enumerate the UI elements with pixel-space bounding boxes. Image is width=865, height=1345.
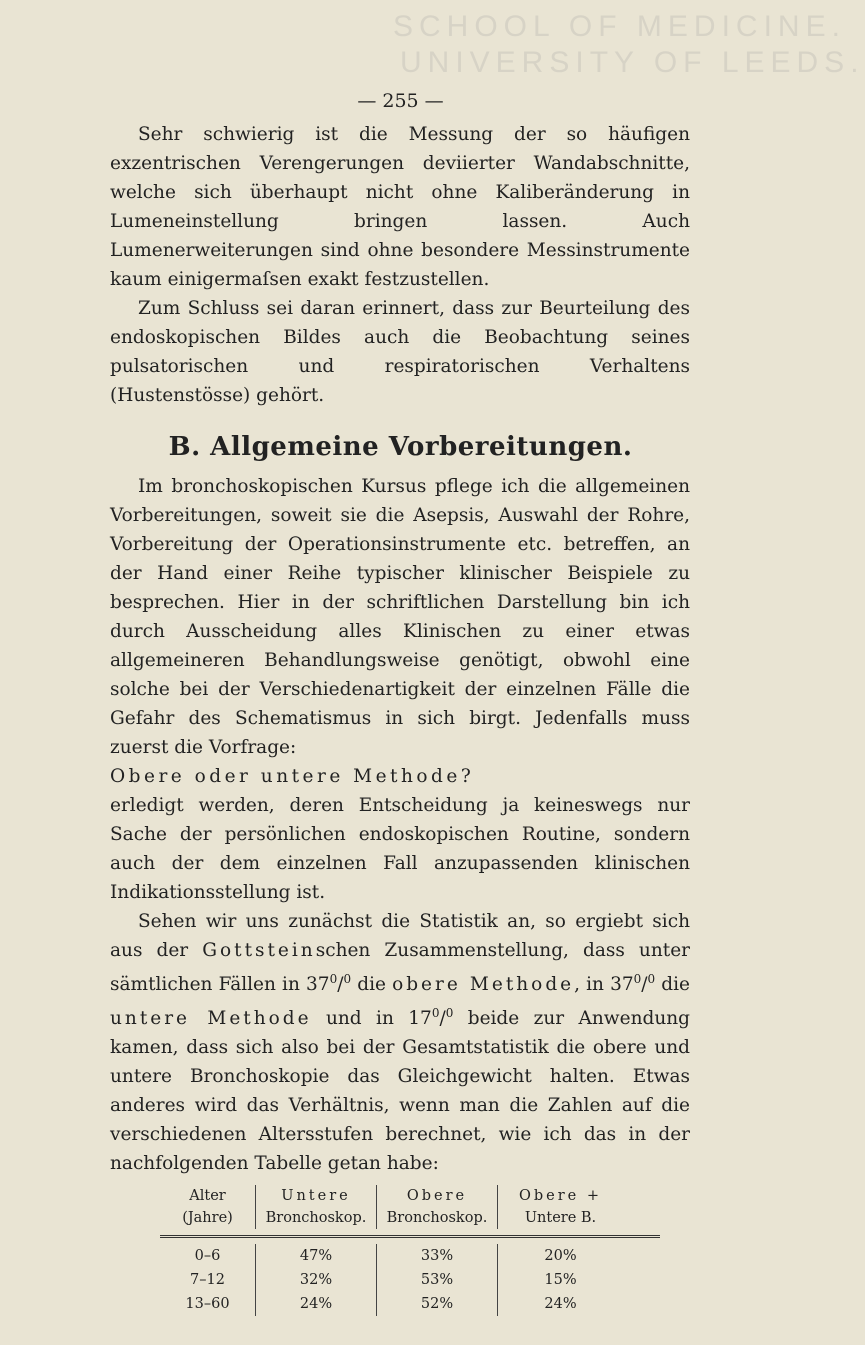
- author-name: Gottstein: [202, 940, 316, 961]
- header-beide: Obere + Untere B.: [518, 1188, 603, 1226]
- table-cell: 20%: [544, 1248, 577, 1264]
- table-cell: 47%: [299, 1248, 333, 1264]
- paragraph-preparations: Im bronchoskopischen Kursus pflege ich die allgemeinen Vorbereitungen, soweit sie die Asepsis, Auswahl der Rohre, Vorbereitung der Operationsinstrumente etc. betreffen, an der Hand einer Reihe typischer klinischer Beispiele zu besprechen. Hier in der schriftlichen Darstellung bin ich durch Ausscheidung alles Klinischen zu einer etwas allgemeineren Behandlungsweise genötigt, obwohl eine solche bei der Verschiedenartigkeit der einzelnen Fälle die Gefahr des Schematismus in sich birgt. Jedenfalls muss zuerst die Vorfrage:: [110, 476, 690, 758]
- obere-methode: obere Methode: [392, 974, 575, 996]
- table-body: [160, 1238, 660, 1316]
- page-number: — 255 —: [357, 90, 444, 112]
- table-cell: 53%: [420, 1272, 454, 1288]
- paragraph-measurement: Sehr schwierig ist die Messung der so häufigen exzentrischen Verengerungen deviierter Wandabschnitte, welche sich überhaupt nicht ohne Kaliberänderung in Lumeneinstellung bringen lassen. Auch Lumenerweiterungen sind ohne besondere Messinstrumente kaum einigermaſsen exakt festzustellen.: [110, 124, 690, 290]
- table-cell: 15%: [544, 1272, 577, 1288]
- column-obere: [377, 1244, 498, 1316]
- library-stamp-line2: UNIVERSITY OF LEEDS.: [400, 46, 865, 79]
- table-cell: 24%: [544, 1296, 577, 1312]
- table-cell: 32%: [299, 1272, 333, 1288]
- table-cell: 24%: [299, 1296, 333, 1312]
- main-text-block: [110, 472, 690, 1178]
- column-untere: [256, 1244, 377, 1316]
- table-cell: 13–60: [185, 1296, 230, 1312]
- table-cell: 52%: [420, 1296, 454, 1312]
- paragraph-statistics: Sehen wir uns zunächst die Statistik an, so ergiebt sich aus der Gottsteinschen Zusammenstellung, dass unter sämtlichen Fällen in $37^0/^0$ die obere Methode, in $37^0/^0$ die untere Methode und in $17^0/^0$ beide zur Anwendung kamen, dass sich also bei der Gesamtstatistik die obere und untere Bronchoskopie das Gleichgewicht halten. Etwas anderes wird das Verhältnis, wenn man die Zahlen auf die verschiedenen Altersstufen berechnet, wie ich das in der nachfolgenden Tabelle getan habe:: [110, 911, 691, 1175]
- untere-methode: untere Methode: [110, 1008, 312, 1030]
- table-cell: 7–12: [190, 1272, 225, 1288]
- paragraph-conclusion: Zum Schluss sei daran erinnert, dass zur Beurteilung des endoskopischen Bildes auch die Beobachtung seines pulsatorischen und respiratorischen Verhaltens (Hustenstösse) gehört.: [110, 298, 690, 406]
- table-cell: 0–6: [194, 1248, 221, 1264]
- header-alter: Alter (Jahre): [160, 1185, 256, 1229]
- age-statistics-table: [160, 1185, 660, 1316]
- question-line: Obere oder untere Methode?: [110, 766, 475, 787]
- column-beide: [498, 1244, 623, 1316]
- table-header: [160, 1185, 660, 1238]
- column-alter: [160, 1244, 256, 1316]
- header-untere: Untere Bronchoskop.: [256, 1185, 377, 1229]
- paragraph-decision: erledigt werden, deren Entscheidung ja keineswegs nur Sache der persönlichen endoskopischen Routine, sondern auch der dem einzelnen Fall anzupassenden klinischen Indikationsstellung ist.: [110, 795, 690, 903]
- header-obere: Obere Bronchoskop.: [377, 1185, 498, 1229]
- section-heading: B. Allgemeine Vorbereitungen.: [168, 432, 633, 462]
- table-cell: 33%: [420, 1248, 454, 1264]
- library-stamp-line1: SCHOOL OF MEDICINE.: [393, 10, 846, 43]
- top-text-block: [110, 120, 690, 410]
